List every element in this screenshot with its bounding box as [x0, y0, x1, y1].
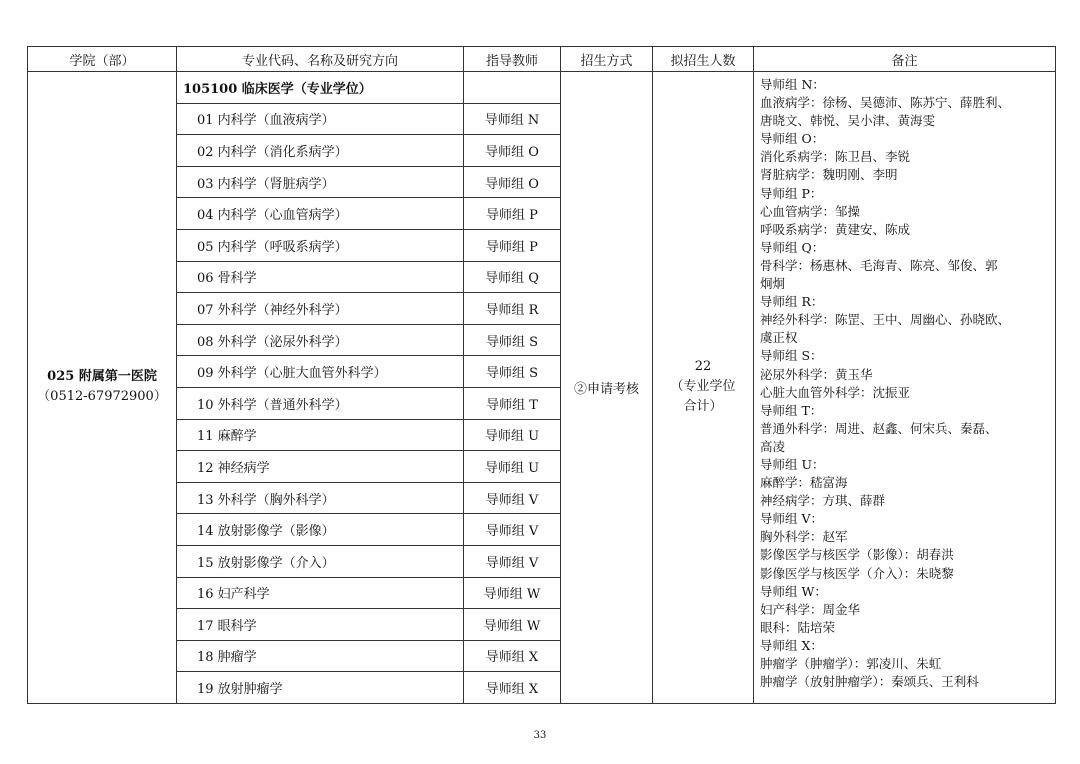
teacher-cell: 导师组 U [464, 451, 561, 483]
teacher-cell: 导师组 W [464, 609, 561, 641]
note-line: 虞正权 [760, 330, 798, 346]
header-notes: 备注 [754, 47, 1056, 72]
note-line: 妇产科学：周金华 [760, 601, 861, 617]
note-line: 心脏大血管外科学：沈振亚 [760, 384, 911, 400]
admission-method: ②申请考核 [561, 72, 653, 704]
note-line: 导师组 X： [760, 637, 823, 653]
note-line: 唐晓文、韩悦、吴小津、黄海雯 [760, 113, 936, 129]
teacher-cell: 导师组 O [464, 135, 561, 167]
note-line: 导师组 S： [760, 348, 823, 364]
note-line: 导师组 P： [760, 185, 823, 201]
note-line: 麻醉学：嵇富海 [760, 475, 848, 491]
enrollment-table [27, 46, 1056, 704]
teacher-cell: 导师组 X [464, 672, 561, 704]
enrollment-count-cell [653, 72, 754, 704]
major-cell: 18 肿瘤学 [177, 640, 464, 672]
major-cell: 16 妇产科学 [177, 577, 464, 609]
teacher-cell: 导师组 V [464, 545, 561, 577]
table-row [28, 72, 1056, 104]
program-teacher-cell [464, 72, 561, 104]
page-number: 33 [533, 730, 547, 741]
note-line: 导师组 W： [760, 583, 827, 599]
teacher-cell: 导师组 P [464, 229, 561, 261]
major-cell: 13 外科学（胸外科学） [177, 482, 464, 514]
note-line: 消化系病学：陈卫昌、李锐 [760, 149, 911, 165]
note-line: 泌尿外科学：黄玉华 [760, 366, 873, 382]
major-cell: 12 神经病学 [177, 451, 464, 483]
teacher-cell: 导师组 V [464, 482, 561, 514]
program-name: 105100 临床医学（专业学位） [177, 72, 464, 104]
college-cell [28, 72, 177, 704]
enrollment-count-note-2: 合计） [683, 399, 723, 415]
note-line: 导师组 U： [760, 456, 825, 472]
major-cell: 19 放射肿瘤学 [177, 672, 464, 704]
note-line: 普通外科学：周进、赵鑫、何宋兵、秦磊、 [760, 420, 998, 436]
header-row [28, 47, 1056, 72]
major-cell: 03 内科学（肾脏病学） [177, 166, 464, 198]
teacher-cell: 导师组 R [464, 293, 561, 325]
major-cell: 14 放射影像学（影像） [177, 514, 464, 546]
major-cell: 01 内科学（血液病学） [177, 103, 464, 135]
teacher-cell: 导师组 N [464, 103, 561, 135]
note-line: 肿瘤学（放射肿瘤学）：秦颂兵、王利科 [760, 674, 979, 690]
note-line: 炯炯 [760, 276, 786, 292]
major-cell: 07 外科学（神经外科学） [177, 293, 464, 325]
note-line: 肾脏病学：魏明刚、李明 [760, 167, 898, 183]
note-line: 眼科：陆培荣 [760, 619, 836, 635]
major-cell: 05 内科学（呼吸系病学） [177, 229, 464, 261]
teacher-cell: 导师组 W [464, 577, 561, 609]
teacher-cell: 导师组 V [464, 514, 561, 546]
note-line: 心血管病学：邹操 [760, 203, 861, 219]
major-cell: 06 骨科学 [177, 261, 464, 293]
note-line: 导师组 R： [760, 294, 824, 310]
teacher-cell: 导师组 U [464, 419, 561, 451]
major-cell: 02 内科学（消化系病学） [177, 135, 464, 167]
college-phone: （0512-67972900） [37, 389, 167, 405]
note-line: 导师组 O： [760, 131, 825, 147]
major-cell: 17 眼科学 [177, 609, 464, 641]
note-line: 导师组 Q： [760, 239, 825, 255]
teacher-cell: 导师组 S [464, 324, 561, 356]
note-line: 高凌 [760, 438, 786, 454]
note-line: 神经外科学：陈罡、王中、周幽心、孙晓欧、 [760, 312, 1011, 328]
header-method: 招生方式 [561, 47, 653, 72]
note-line: 胸外科学：赵军 [760, 529, 848, 545]
header-major: 专业代码、名称及研究方向 [177, 47, 464, 72]
header-college: 学院（部） [28, 47, 177, 72]
major-cell: 09 外科学（心脏大血管外科学） [177, 356, 464, 388]
college-name: 025 附属第一医院 [47, 369, 157, 385]
teacher-cell: 导师组 S [464, 356, 561, 388]
note-line: 骨科学：杨惠林、毛海青、陈亮、邹俊、郭 [760, 257, 998, 273]
header-teacher: 指导教师 [464, 47, 561, 72]
teacher-cell: 导师组 T [464, 387, 561, 419]
note-line: 血液病学：徐杨、吴德沛、陈苏宁、薛胜利、 [760, 95, 1011, 111]
note-line: 呼吸系病学：黄建安、陈成 [760, 221, 911, 237]
note-line: 神经病学：方琪、薛群 [760, 493, 886, 509]
note-line: 肿瘤学（肿瘤学）：郭凌川、朱虹 [760, 656, 942, 671]
note-line: 导师组 T： [760, 402, 823, 418]
note-line: 影像医学与核医学（介入）：朱晓黎 [760, 565, 954, 581]
major-cell: 04 内科学（心血管病学） [177, 198, 464, 230]
major-cell: 15 放射影像学（介入） [177, 545, 464, 577]
teacher-cell: 导师组 X [464, 640, 561, 672]
major-cell: 11 麻醉学 [177, 419, 464, 451]
header-count: 拟招生人数 [653, 47, 754, 72]
note-line: 影像医学与核医学（影像）：胡春洪 [760, 547, 954, 563]
notes-cell [754, 72, 1056, 704]
enrollment-count-note-1: （专业学位 [670, 379, 736, 395]
major-cell: 08 外科学（泌尿外科学） [177, 324, 464, 356]
teacher-cell: 导师组 O [464, 166, 561, 198]
note-line: 导师组 N： [760, 77, 825, 92]
major-cell: 10 外科学（普通外科学） [177, 387, 464, 419]
note-line: 导师组 V： [760, 511, 824, 527]
enrollment-count: 22 [694, 359, 712, 375]
teacher-cell: 导师组 Q [464, 261, 561, 293]
teacher-cell: 导师组 P [464, 198, 561, 230]
